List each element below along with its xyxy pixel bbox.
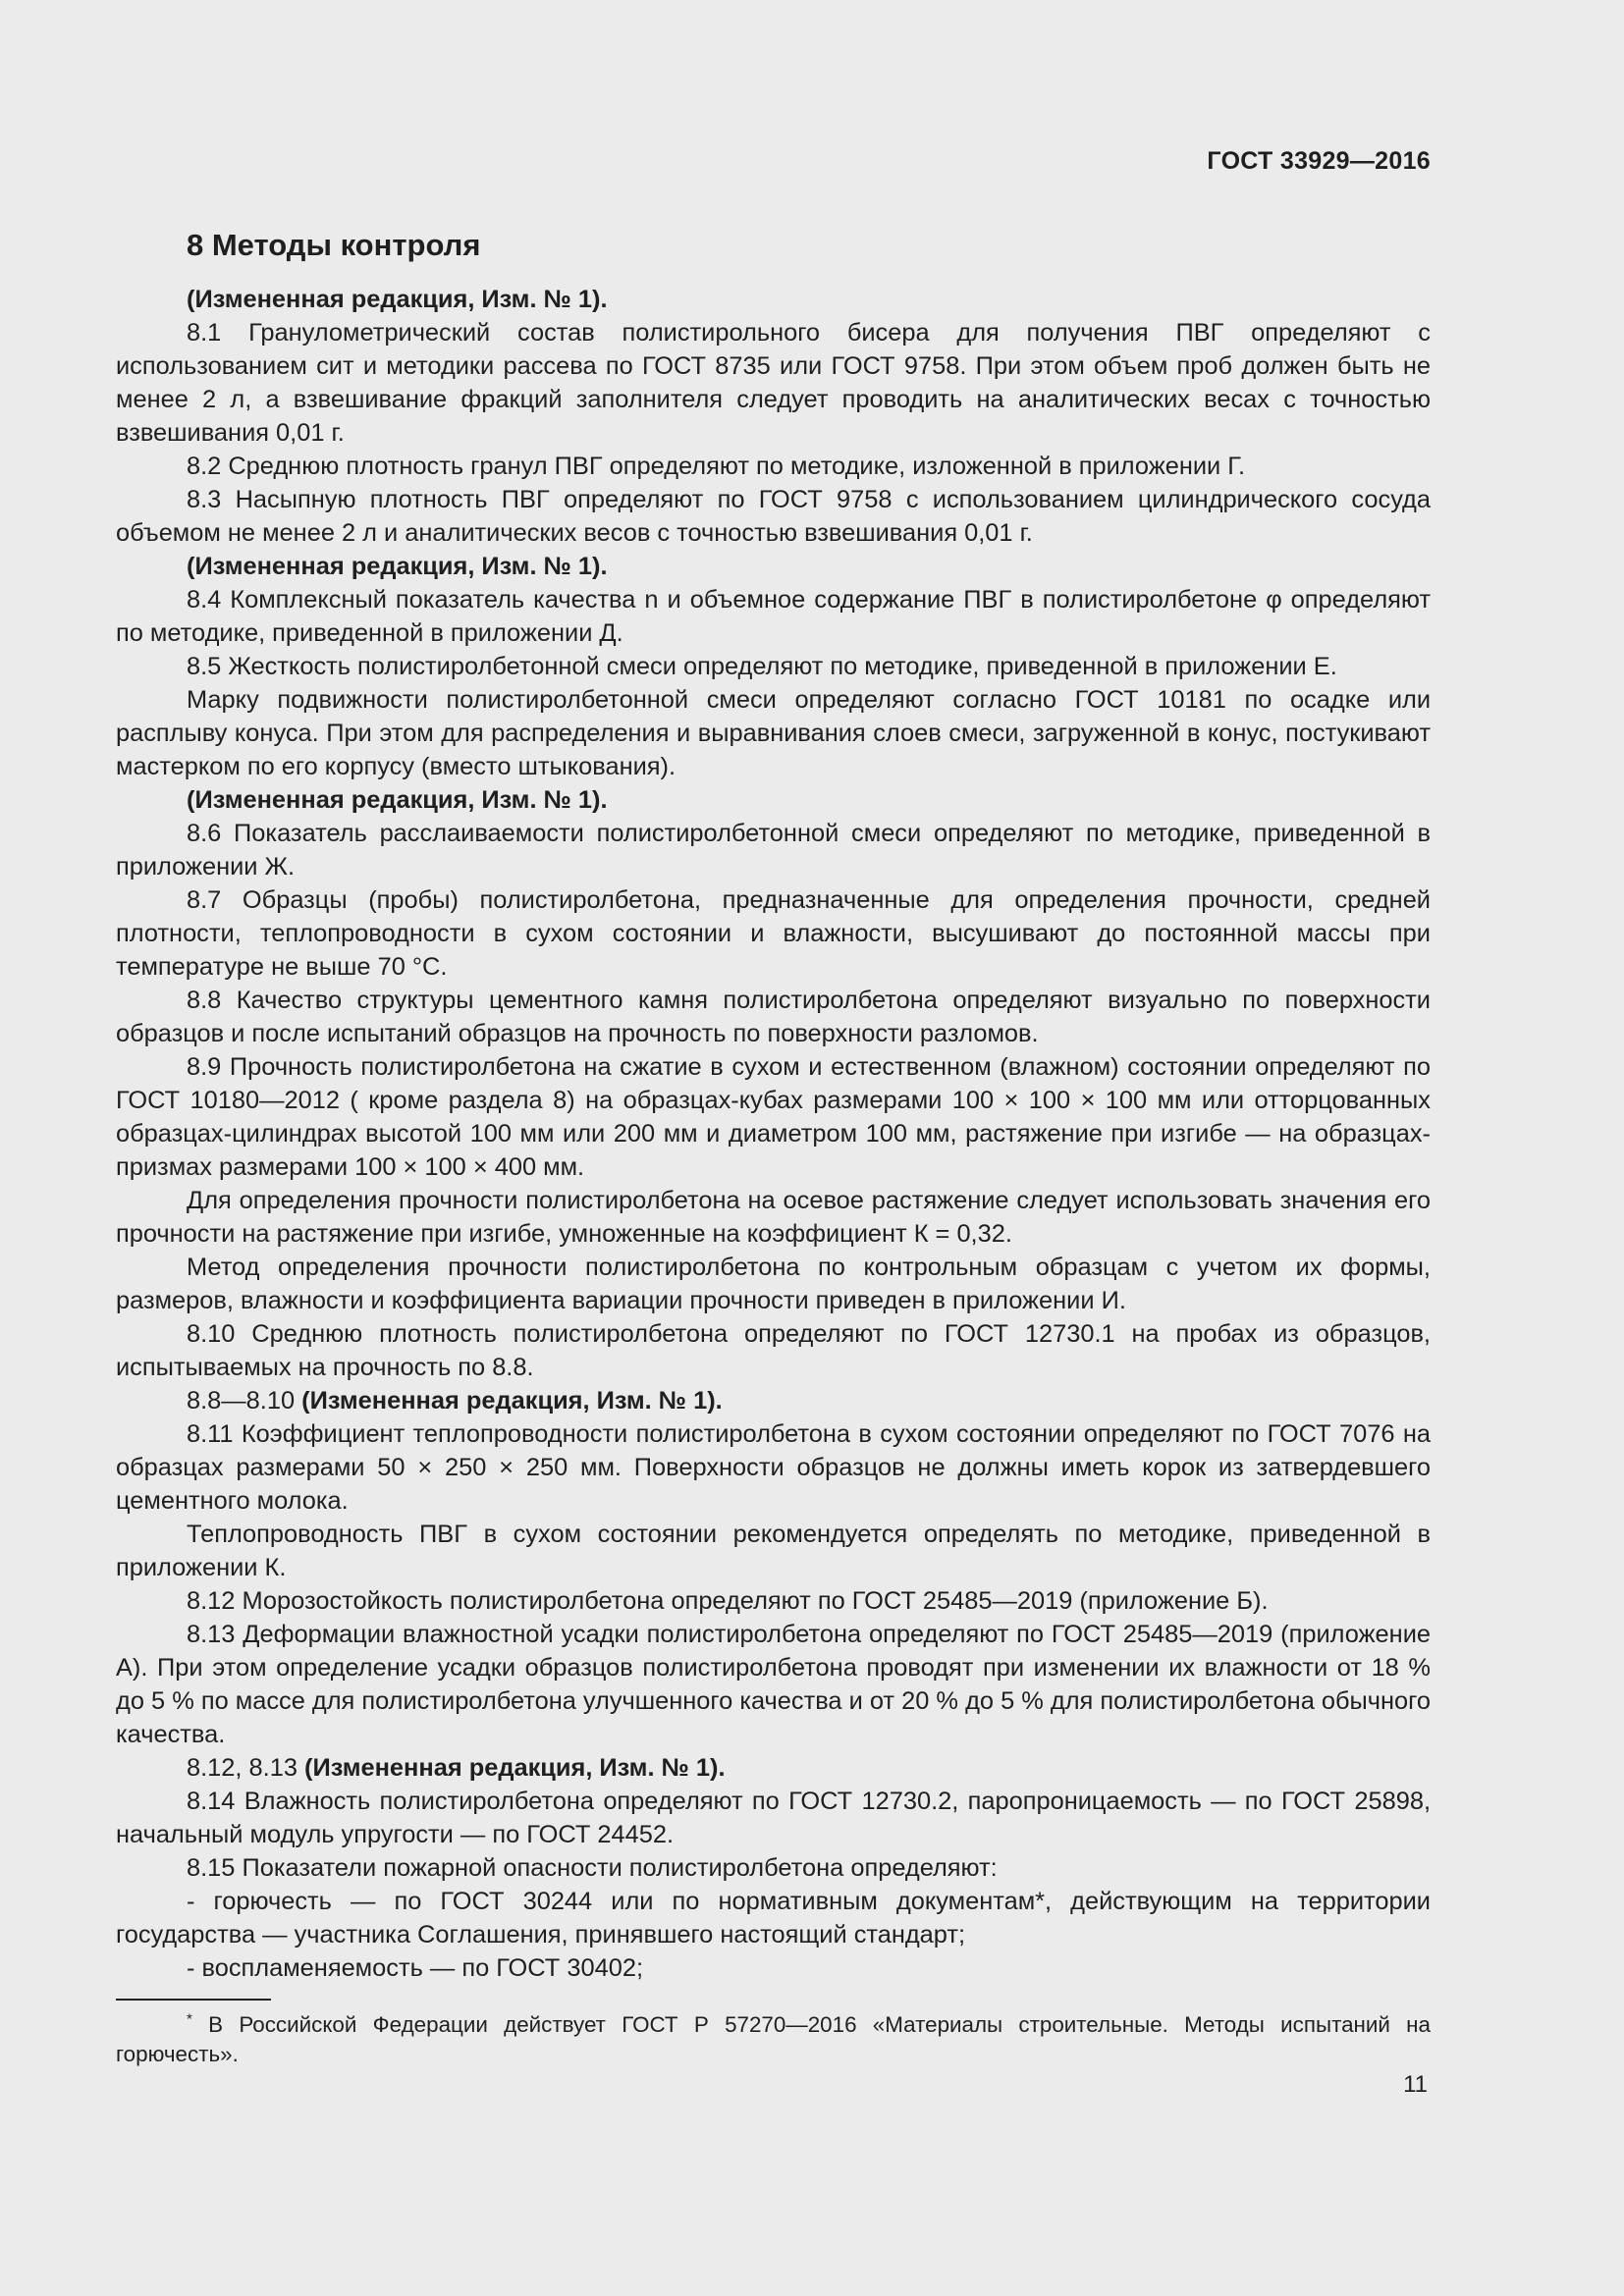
paragraph-text: Метод определения прочности полистиролбетона по контрольным образцам с учетом их формы, размеров, влажности и коэффициента вариации прочности приведен в приложении И.: [116, 1254, 1431, 1314]
paragraph: [116, 550, 1431, 583]
paragraph-prefix: 8.12, 8.13: [187, 1754, 304, 1782]
paragraph-text: 8.3 Насыпную плотность ПВГ определяют по ГОСТ 9758 с использованием цилиндрического сосуда объемом не менее 2 л и аналитических весов с точностью взвешивания 0,01 г.: [116, 486, 1431, 547]
paragraph: [116, 1317, 1431, 1384]
paragraph: [116, 1518, 1431, 1584]
paragraph: [116, 1384, 1431, 1417]
paragraph-text: 8.13 Деформации влажностной усадки полистиролбетона определяют по ГОСТ 25485—2019 (приложение А). При этом определение усадки образцов полистиролбетона проводят при изменении их влажности от 18 % до 5 % по массе для полистиролбетона улучшенного качества и от 20 % до 5 % для полистиролбетона обычного качества.: [116, 1621, 1431, 1748]
paragraph: [116, 783, 1431, 817]
paragraph: [116, 583, 1431, 650]
paragraph-text: 8.11 Коэффициент теплопроводности полистиролбетона в сухом состоянии определяют по ГОСТ 7076 на образцах размерами 50 × 250 × 250 мм. Поверхности образцов не должны иметь корок из затвердевшего цементного молока.: [116, 1420, 1431, 1515]
paragraph: [116, 984, 1431, 1050]
section-title: 8 Методы контроля: [187, 228, 481, 262]
paragraph: [116, 817, 1431, 883]
page-number: 11: [1403, 2071, 1428, 2098]
paragraph-text: 8.5 Жесткость полистиролбетонной смеси определяют по методике, приведенной в приложении Е.: [187, 653, 1337, 680]
paragraph: [116, 1251, 1431, 1317]
paragraph-text: - воспламеняемость — по ГОСТ 30402;: [187, 1954, 644, 1982]
amendment-note: (Измененная редакция, Изм. № 1).: [304, 1754, 726, 1782]
paragraph: [116, 1184, 1431, 1251]
paragraph-text: 8.7 Образцы (пробы) полистиролбетона, предназначенные для определения прочности, средней плотности, теплопроводности в сухом состоянии и влажности, высушивают до постоянной массы при температуре не выше 70 °C.: [116, 886, 1431, 981]
paragraph-text: Марку подвижности полистиролбетонной смеси определяют согласно ГОСТ 10181 по осадке или расплыву конуса. При этом для распределения и выравнивания слоев смеси, загруженной в конус, постукивают мастерком по его корпусу (вместо штыкования).: [116, 686, 1431, 780]
paragraph: [116, 450, 1431, 483]
footnote: [116, 2010, 1431, 2069]
page-body: [116, 222, 1431, 2069]
paragraph-text: 8.12 Морозостойкость полистиролбетона определяют по ГОСТ 25485—2019 (приложение Б).: [187, 1587, 1269, 1615]
paragraph-text: 8.10 Среднюю плотность полистиролбетона определяют по ГОСТ 12730.1 на пробах из образцов, испытываемых на прочность по 8.8.: [116, 1320, 1431, 1381]
paragraph-text: 8.15 Показатели пожарной опасности полистиролбетона определяют:: [187, 1854, 998, 1882]
paragraph-text: 8.9 Прочность полистиролбетона на сжатие в сухом и естественном (влажном) состоянии определяют по ГОСТ 10180—2012 ( кроме раздела 8) на образцах-кубах размерами 100 × 100 × 100 мм или отторцованных образцах-цилиндрах высотой 100 мм или 200 мм и диаметром 100 мм, растяжение при изгибе — на образцах-призмах размерами 100 × 100 × 400 мм.: [116, 1053, 1431, 1181]
paragraph-prefix: 8.8—8.10: [187, 1387, 302, 1415]
paragraph: [116, 1417, 1431, 1518]
paragraph: [116, 650, 1431, 683]
paragraph: [116, 1885, 1431, 1951]
footnote-divider: [116, 1999, 271, 2001]
paragraph-text: 8.8 Качество структуры цементного камня полистиролбетона определяют визуально по поверхности образцов и после испытаний образцов на прочность по поверхности разломов.: [116, 987, 1431, 1047]
amendment-note: (Измененная редакция, Изм. № 1).: [301, 1387, 723, 1415]
paragraph-text: 8.14 Влажность полистиролбетона определяют по ГОСТ 12730.2, паропроницаемость — по ГОСТ 25898, начальный модуль упругости — по ГОСТ 24452.: [116, 1788, 1431, 1848]
amendment-note: (Измененная редакция, Изм. № 1).: [187, 786, 608, 814]
paragraph-text: 8.4 Комплексный показатель качества n и объемное содержание ПВГ в полистиролбетоне φ определяют по методике, приведенной в приложении Д.: [116, 586, 1431, 647]
paragraph: [116, 1618, 1431, 1751]
paragraph: [116, 883, 1431, 984]
paragraph-text: - горючесть — по ГОСТ 30244 или по нормативным документам*, действующим на территории государства — участника Соглашения, принявшего настоящий стандарт;: [116, 1888, 1431, 1949]
footnote-text: В Российской Федерации действует ГОСТ Р 57270—2016 «Материалы строительные. Методы испытаний на горючесть».: [116, 2012, 1431, 2066]
paragraph: [116, 1951, 1431, 1985]
paragraph-text: Для определения прочности полистиролбетона на осевое растяжение следует использовать значения его прочности на растяжение при изгибе, умноженные на коэффициент К = 0,32.: [116, 1187, 1431, 1248]
paragraph: [116, 683, 1431, 783]
footnote-marker: *: [187, 2010, 192, 2028]
paragraph-text: Теплопроводность ПВГ в сухом состоянии рекомендуется определять по методике, приведенной в приложении К.: [116, 1521, 1431, 1581]
document-id-header: ГОСТ 33929—2016: [1207, 147, 1431, 175]
paragraph: [116, 1785, 1431, 1851]
paragraph-text: 8.1 Гранулометрический состав полистирольного бисера для получения ПВГ определяют с использованием сит и методики рассева по ГОСТ 8735 или ГОСТ 9758. При этом объем проб должен быть не менее 2 л, а взвешивание фракций заполнителя следует проводить на аналитических весах с точностью взвешивания 0,01 г.: [116, 319, 1431, 447]
paragraph: [116, 283, 1431, 316]
paragraph-text: 8.6 Показатель расслаиваемости полистиролбетонной смеси определяют по методике, приведенной в приложении Ж.: [116, 820, 1431, 881]
paragraph: [116, 483, 1431, 550]
paragraph: [116, 316, 1431, 450]
paragraph: [116, 1851, 1431, 1885]
paragraph: [116, 1751, 1431, 1785]
amendment-note: (Измененная редакция, Изм. № 1).: [187, 286, 608, 313]
paragraph: [116, 1584, 1431, 1618]
paragraph-text: 8.2 Среднюю плотность гранул ПВГ определяют по методике, изложенной в приложении Г.: [187, 453, 1245, 480]
paragraph-list: [116, 283, 1431, 1985]
paragraph: [116, 1050, 1431, 1184]
amendment-note: (Измененная редакция, Изм. № 1).: [187, 553, 608, 580]
